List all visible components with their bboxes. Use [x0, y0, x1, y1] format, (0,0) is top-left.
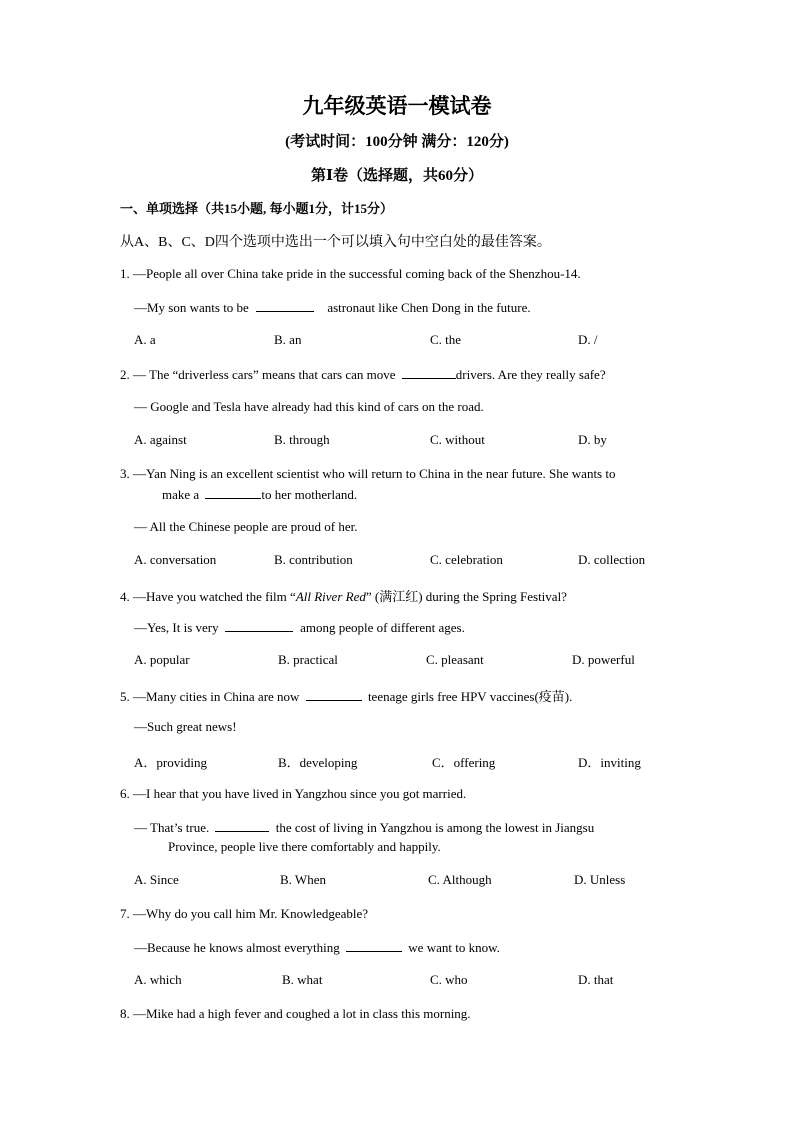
- question-5-a-rest: teenage girls free HPV vaccines(疫苗).: [367, 689, 573, 704]
- exam-title: 九年级英语一模试卷: [302, 94, 492, 118]
- question-2-option-c: C. without: [430, 432, 485, 447]
- question-7-b-text: —Because he knows almost everything: [134, 940, 340, 955]
- question-4-option-c: C. pleasant: [426, 652, 484, 667]
- question-2-line-a: [120, 366, 606, 383]
- question-7-option-c: C. who: [430, 972, 468, 987]
- question-2-a-rest: drivers. Are they really safe?: [455, 367, 606, 382]
- question-1-option-a: A. a: [134, 332, 156, 347]
- question-3-line-b: — All the Chinese people are proud of her.: [134, 519, 358, 534]
- question-5-option-b: B．developing: [278, 755, 358, 770]
- question-7-option-d: D. that: [578, 972, 614, 987]
- question-7-option-b: B. what: [282, 972, 323, 987]
- question-1-b-text: —My son wants to be: [134, 300, 249, 315]
- question-4-a-rest: ” (满江红) during the Spring Festival?: [365, 589, 567, 604]
- question-1-line-a: 1. —People all over China take pride in the successful coming back of the Shenzhou-14.: [120, 266, 581, 281]
- question-3-line-a-cont: [162, 486, 357, 503]
- question-3-cont-text: make a: [162, 487, 200, 502]
- question-3-option-c: C. celebration: [430, 552, 503, 567]
- question-7-line-a: 7. —Why do you call him Mr. Knowledgeable?: [120, 906, 369, 921]
- question-4-option-a: A. popular: [134, 652, 190, 667]
- question-3-line-a: 3. —Yan Ning is an excellent scientist who will return to China in the near future. She wants to: [120, 466, 616, 481]
- question-6-option-b: B. When: [280, 872, 326, 887]
- question-3-option-d: D. collection: [578, 552, 646, 567]
- question-4-option-d: D. powerful: [572, 652, 635, 667]
- answer-blank: [205, 486, 261, 499]
- question-7-b-rest: we want to know.: [408, 940, 500, 955]
- question-1-option-b: B. an: [274, 332, 302, 347]
- question-5-line-b: —Such great news!: [134, 719, 237, 734]
- question-1-line-b: [134, 299, 531, 316]
- question-5-a-text: 5. —Many cities in China are now: [120, 689, 300, 704]
- question-2-a-text: 2. — The “driverless cars” means that cars can move: [120, 367, 396, 382]
- answer-blank: [256, 299, 314, 312]
- question-5-option-d: D．inviting: [578, 755, 641, 770]
- question-4-line-b: [134, 619, 465, 636]
- part-heading: 第Ⅰ卷（选择题，共60分）: [310, 168, 484, 184]
- answer-blank: [215, 819, 269, 832]
- question-3-option-b: B. contribution: [274, 552, 353, 567]
- question-1-option-d: D. /: [578, 332, 598, 347]
- question-5-option-a: A．providing: [134, 755, 207, 770]
- question-1-b-rest: astronaut like Chen Dong in the future.: [327, 300, 531, 315]
- question-6-line-b-cont: Province, people live there comfortably and happily.: [168, 839, 441, 854]
- question-3-option-a: A. conversation: [134, 552, 217, 567]
- question-6-b-text: — That’s true.: [134, 820, 210, 835]
- film-title: All River Red: [295, 589, 366, 604]
- question-5-option-c: C．offering: [432, 755, 496, 770]
- question-4-b-text: —Yes, It is very: [134, 620, 219, 635]
- question-7-option-a: A. which: [134, 972, 182, 987]
- question-1-option-c: C. the: [430, 332, 462, 347]
- answer-blank: [402, 366, 456, 379]
- question-6-option-a: A. Since: [134, 872, 179, 887]
- question-4-b-rest: among people of different ages.: [300, 620, 465, 635]
- exam-subtitle: (考试时间：100分钟 满分：120分): [285, 134, 509, 150]
- instruction-text: 从A、B、C、D四个选项中选出一个可以填入句中空白处的最佳答案。: [120, 235, 551, 250]
- question-4-option-b: B. practical: [278, 652, 338, 667]
- question-8-line-a: 8. —Mike had a high fever and coughed a lot in class this morning.: [120, 1006, 471, 1021]
- question-6-line-a: 6. —I hear that you have lived in Yangzhou since you got married.: [120, 786, 467, 801]
- section-heading: 一、单项选择（共15小题, 每小题1分，计15分）: [120, 201, 394, 216]
- question-2-line-b: — Google and Tesla have already had this kind of cars on the road.: [134, 399, 484, 414]
- question-3-cont-rest: to her motherland.: [261, 487, 358, 502]
- question-4-a-text: 4. —Have you watched the film “: [120, 589, 296, 604]
- question-6-option-d: D. Unless: [574, 872, 626, 887]
- question-2-option-a: A. against: [134, 432, 187, 447]
- question-5-line-a: [120, 686, 572, 705]
- answer-blank: [225, 619, 293, 632]
- question-7-line-b: [134, 939, 500, 956]
- question-2-option-d: D. by: [578, 432, 607, 447]
- answer-blank: [306, 688, 362, 701]
- question-4-line-a: [120, 586, 567, 605]
- question-6-line-b: [134, 819, 594, 836]
- answer-blank: [346, 939, 402, 952]
- question-6-b-rest: the cost of living in Yangzhou is among the lowest in Jiangsu: [275, 820, 595, 835]
- question-6-option-c: C. Although: [428, 872, 492, 887]
- question-2-option-b: B. through: [274, 432, 330, 447]
